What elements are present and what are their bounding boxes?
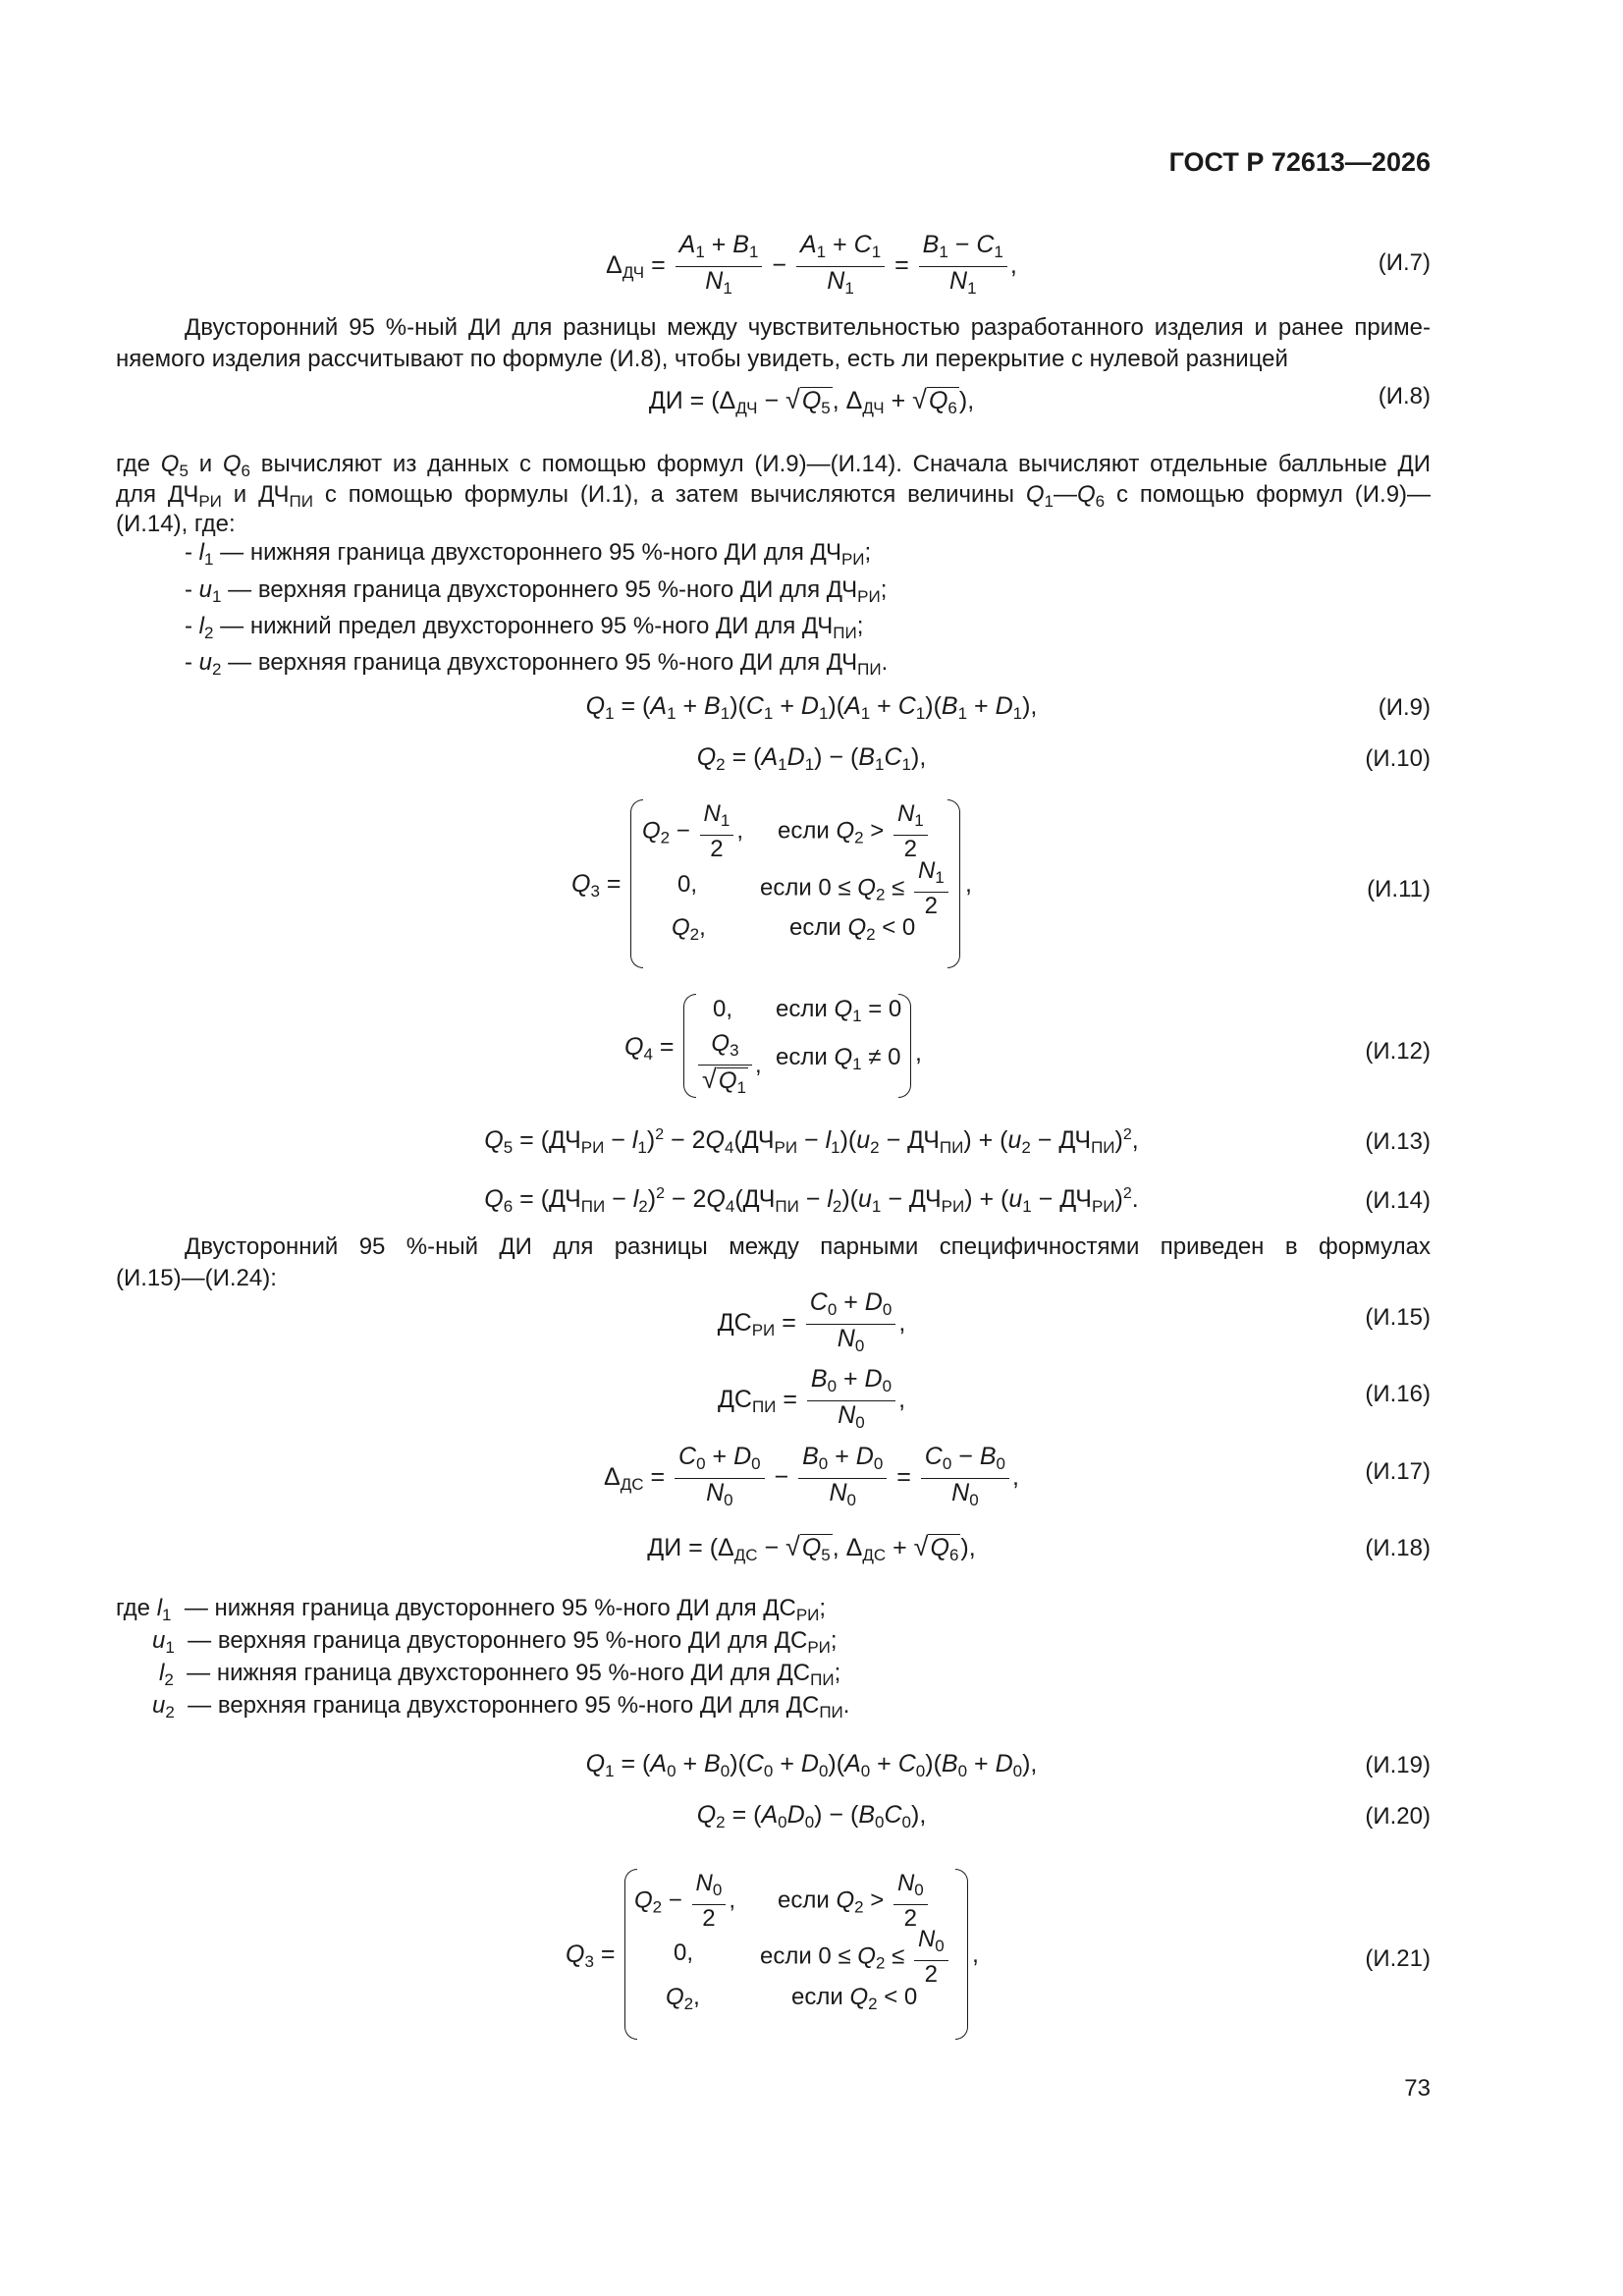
formula-i9: $Q_1 = (A_1 + B_1)(C_1 + D_1)(A_1 + C_1)(B_1 + D_1)$, (585, 692, 1038, 723)
formula-i18: ДИ = ($\Delta_{ДС} - √Q_5$, $\Delta_{ДС} + √Q_6$), (0, 1532, 1623, 1568)
equation-number: (И.21) (1365, 1945, 1431, 1972)
bullet-item: - $u_2$ — верхняя граница двухстороннего 95 %-ного ДИ для $ДЧ_{ПИ}$. (185, 649, 889, 679)
equation-number: (И.12) (1365, 1038, 1431, 1065)
paragraph-line: Двусторонний 95 %-ный ДИ для разницы между чувствительностью разработанного изделия и ранее приме- (185, 314, 1431, 341)
definition-item: $u_2$ — верхняя граница двухстороннего 95 %-ного ДИ для $ДС_{ПИ}$. (152, 1692, 850, 1722)
equation-number: (И.18) (1365, 1535, 1431, 1561)
equation-number: (И.8) (1378, 383, 1431, 410)
formula-i7: $\Delta_{ДЧ}$ = $\frac{A_1 + B_1}{N_1}$ − $\frac{A_1 + C_1}{N_1}$ = $\frac{B_1 - C_1}{N_1}$ , (606, 231, 1017, 298)
equation-number: (И.15) (1365, 1304, 1431, 1331)
equation-number: (И.10) (1365, 745, 1431, 772)
equation-number: (И.13) (1365, 1128, 1431, 1155)
definition-item: $l_2$ — нижняя граница двухстороннего 95 %-ного ДИ для $ДС_{ПИ}$; (159, 1660, 841, 1689)
bullet-item: - $l_2$ — нижний предел двухстороннего 95 %-ного ДИ для $ДЧ_{ПИ}$; (185, 613, 864, 642)
equation-number: (И.9) (1378, 694, 1431, 721)
document-header: ГОСТ Р 72613—2026 (1168, 147, 1431, 177)
paragraph-line: (И.14), где: (116, 511, 236, 537)
formula-i8: ДИ = ($\Delta_{ДЧ} - √Q_5$, $\Delta_{ДЧ} + √Q_6$), (0, 385, 1623, 421)
formula-i16: $ДС_{ПИ}$ = $\frac{B_0 + D_0}{N_0}$ , (717, 1365, 906, 1432)
paragraph-line: для $ДЧ_{РИ}$ и $ДЧ_{ПИ}$ с помощью формулы (И.1), а затем вычисляются величины $Q_1—Q_6$ с помощью формул (И.9)— (116, 481, 1432, 511)
formula-i20: $Q_2 = (A_0D_0) - (B_0C_0)$, (696, 1801, 927, 1831)
paragraph-line: (И.15)—(И.24): (116, 1265, 277, 1291)
formula-i10: $Q_2 = (A_1D_1) - (B_1C_1)$, (696, 743, 927, 774)
bullet-item: - $u_1$ — верхняя граница двухстороннего 95 %-ного ДИ для $ДЧ_{РИ}$; (185, 576, 888, 606)
equation-number: (И.17) (1365, 1458, 1431, 1485)
formula-i17: $\Delta_{ДС}$ = $\frac{C_0 + D_0}{N_0}$ − $\frac{B_0 + D_0}{N_0}$ = $\frac{C_0 - B_0}{N_0}$ , (604, 1443, 1019, 1509)
paragraph-line: Двусторонний 95 %-ный ДИ для разницы между парными специфичностями приведен в формулах (185, 1233, 1431, 1260)
formula-i14: $Q_6 = (ДЧ_{ПИ} - l_2)^2 - 2Q_4(ДЧ_{ПИ} - l_2)(u_1 - ДЧ_{РИ}) + (u_1 - ДЧ_{РИ})^2$. (484, 1185, 1139, 1216)
definition-item: $u_1$ — верхняя граница двустороннего 95 %-ного ДИ для $ДС_{РИ}$; (152, 1627, 838, 1657)
formula-i15: $ДС_{РИ}$ = $\frac{C_0 + D_0}{N_0}$ , (717, 1288, 906, 1355)
equation-number: (И.20) (1365, 1803, 1431, 1830)
paragraph-line: где $Q_5$ и $Q_6$ вычисляют из данных с помощью формул (И.9)—(И.14). Сначала вычисляют отдельные балльные ДИ (116, 451, 1432, 480)
equation-number: (И.16) (1365, 1381, 1431, 1407)
page-number: 73 (1404, 2075, 1431, 2102)
equation-number: (И.11) (1367, 876, 1431, 902)
paragraph-line: няемого изделия рассчитывают по формуле (И.8), чтобы увидеть, есть ли перекрытие с нулевой разницей (116, 346, 1288, 372)
equation-number: (И.19) (1365, 1752, 1431, 1778)
definition-item: где $l_1$ — нижняя граница двустороннего 95 %-ного ДИ для $ДС_{РИ}$; (116, 1595, 827, 1624)
formula-i19: $Q_1 = (A_0 + B_0)(C_0 + D_0)(A_0 + C_0)(B_0 + D_0)$, (585, 1750, 1038, 1780)
equation-number: (И.14) (1365, 1187, 1431, 1214)
bullet-item: - $l_1$ — нижняя граница двухстороннего 95 %-ного ДИ для $ДЧ_{РИ}$; (185, 539, 872, 569)
equation-number: (И.7) (1378, 249, 1431, 276)
formula-i13: $Q_5 = (ДЧ_{РИ} - l_1)^2 - 2Q_4(ДЧ_{РИ} - l_1)(u_2 - ДЧ_{ПИ}) + (u_2 - ДЧ_{ПИ})^2$, (484, 1126, 1139, 1157)
